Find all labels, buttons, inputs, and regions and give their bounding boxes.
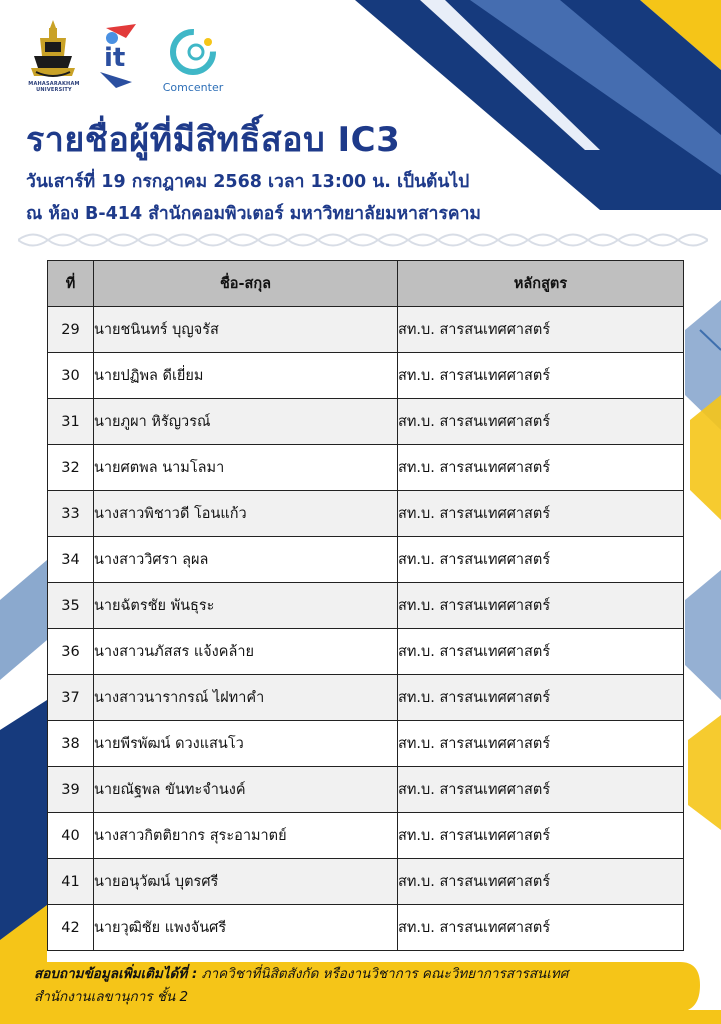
page-title: รายชื่อผู้ที่มีสิทธิ์สอบ IC3: [26, 120, 401, 160]
table-row: [48, 629, 684, 675]
row-name: นางสาววิศรา ลุผล: [94, 537, 398, 583]
it-logo-icon: [96, 22, 148, 92]
it-logo-text: it: [104, 43, 126, 73]
row-program: สท.บ. สารสนเทศศาสตร์: [398, 307, 684, 353]
comcenter-ring-icon: [158, 26, 228, 82]
table-row: [48, 353, 684, 399]
contact-detail-line1: ภาควิชาที่นิสิตสังกัด หรืองานวิชาการ คณะวิทยาการสารสนเทศ: [201, 966, 569, 982]
row-program: สท.บ. สารสนเทศศาสตร์: [398, 767, 684, 813]
row-number: 35: [48, 583, 94, 629]
row-program: สท.บ. สารสนเทศศาสตร์: [398, 583, 684, 629]
column-header-name: ชื่อ-สกุล: [94, 261, 398, 307]
it-faculty-logo: [96, 22, 148, 92]
exam-location-subtitle: ณ ห้อง B-414 สำนักคอมพิวเตอร์ มหาวิทยาลัยมหาสารคาม: [26, 204, 481, 224]
row-program: สท.บ. สารสนเทศศาสตร์: [398, 675, 684, 721]
table-header-row: [48, 261, 684, 307]
contact-label: สอบถามข้อมูลเพิ่มเติมได้ที่ :: [34, 966, 198, 982]
wave-divider: [18, 229, 708, 251]
row-number: 41: [48, 859, 94, 905]
contact-note: [34, 963, 694, 1009]
contact-detail-line2: สำนักงานเลขานุการ ชั้น 2: [34, 989, 189, 1005]
right-chevron-4: [688, 715, 721, 830]
table-row: [48, 675, 684, 721]
university-caption: MAHASARAKHAM UNIVERSITY: [28, 81, 80, 93]
row-name: นายภูผา หิรัญวรณ์: [94, 399, 398, 445]
row-number: 33: [48, 491, 94, 537]
row-program: สท.บ. สารสนเทศศาสตร์: [398, 905, 684, 951]
column-header-program: หลักสูตร: [398, 261, 684, 307]
right-chevron-2: [690, 395, 721, 520]
row-name: นางสาวนภัสสร แจ้งคล้าย: [94, 629, 398, 675]
eligible-list-table: [47, 260, 684, 951]
row-program: สท.บ. สารสนเทศศาสตร์: [398, 491, 684, 537]
table-row: [48, 767, 684, 813]
comcenter-logo: [158, 26, 228, 96]
table-row: [48, 399, 684, 445]
row-name: นายอนุวัฒน์ บุตรศรี: [94, 859, 398, 905]
table-row: [48, 491, 684, 537]
row-name: นายณัฐพล ขันทะจำนงค์: [94, 767, 398, 813]
bottom-left-light-band: [0, 560, 47, 680]
row-number: 29: [48, 307, 94, 353]
row-number: 38: [48, 721, 94, 767]
row-name: นายศตพล นามโลมา: [94, 445, 398, 491]
comcenter-label: Comcenter: [162, 81, 224, 94]
table-row: [48, 721, 684, 767]
row-number: 40: [48, 813, 94, 859]
row-number: 36: [48, 629, 94, 675]
row-number: 42: [48, 905, 94, 951]
row-program: สท.บ. สารสนเทศศาสตร์: [398, 813, 684, 859]
row-number: 34: [48, 537, 94, 583]
university-crest-icon: [28, 18, 78, 80]
row-name: นางสาวพิชาวดี โอนแก้ว: [94, 491, 398, 537]
table-row: [48, 813, 684, 859]
row-program: สท.บ. สารสนเทศศาสตร์: [398, 721, 684, 767]
column-header-number: ที่: [48, 261, 94, 307]
row-number: 31: [48, 399, 94, 445]
row-name: นายวุฒิชัย แพงจันศรี: [94, 905, 398, 951]
row-name: นางสาวนารากรณ์ ไฝทาคำ: [94, 675, 398, 721]
table-row: [48, 307, 684, 353]
row-name: นางสาวกิตติยากร สุระอามาตย์: [94, 813, 398, 859]
row-program: สท.บ. สารสนเทศศาสตร์: [398, 629, 684, 675]
row-program: สท.บ. สารสนเทศศาสตร์: [398, 445, 684, 491]
row-name: นายชนินทร์ บุญจรัส: [94, 307, 398, 353]
row-number: 30: [48, 353, 94, 399]
exam-date-subtitle: วันเสาร์ที่ 19 กรกฎาคม 2568 เวลา 13:00 น. เป็นต้นไป: [26, 172, 470, 192]
table-row: [48, 859, 684, 905]
row-name: นายพีรพัฒน์ ดวงแสนโว: [94, 721, 398, 767]
table-row: [48, 537, 684, 583]
row-program: สท.บ. สารสนเทศศาสตร์: [398, 537, 684, 583]
row-name: นายฉัตรชัย พันธุระ: [94, 583, 398, 629]
mahasarakham-university-logo: [28, 18, 78, 94]
row-number: 32: [48, 445, 94, 491]
row-number: 39: [48, 767, 94, 813]
row-name: นายปฏิพล ดีเยี่ยม: [94, 353, 398, 399]
table-row: [48, 583, 684, 629]
row-program: สท.บ. สารสนเทศศาสตร์: [398, 399, 684, 445]
right-chevron-3: [685, 570, 721, 700]
table-row: [48, 445, 684, 491]
row-number: 37: [48, 675, 94, 721]
row-program: สท.บ. สารสนเทศศาสตร์: [398, 353, 684, 399]
row-program: สท.บ. สารสนเทศศาสตร์: [398, 859, 684, 905]
table-row: [48, 905, 684, 951]
